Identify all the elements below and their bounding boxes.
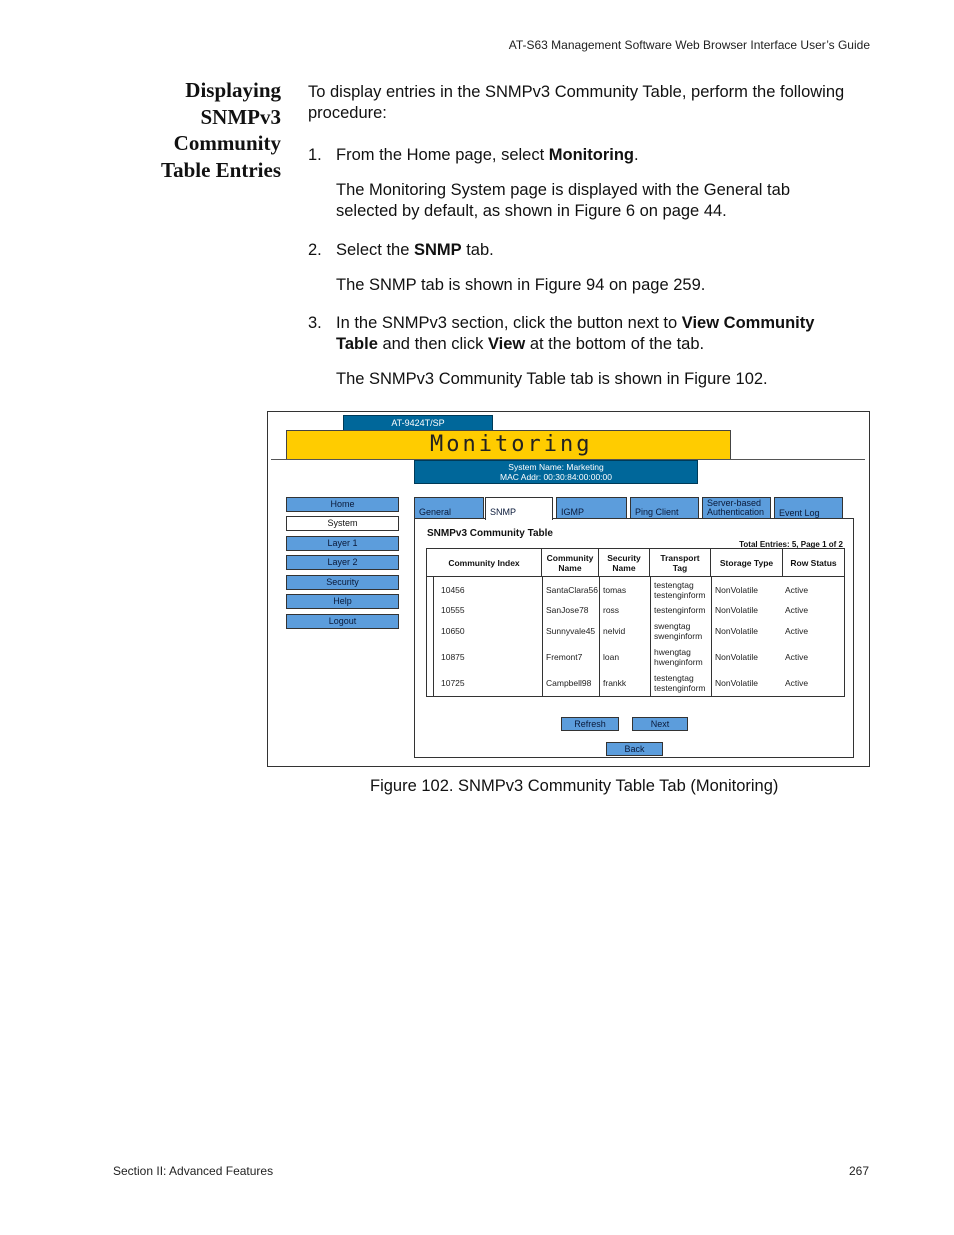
nav-security-button[interactable]: Security [286,575,399,590]
back-button[interactable]: Back [606,742,663,756]
cell-security: loan [603,652,620,662]
page-number: 267 [848,1164,869,1178]
cell-community: Sunnyvale45 [546,626,596,636]
cell-tag: testenginform [654,605,706,615]
cell-index: 10650 [441,626,465,636]
snmpv3-panel [414,518,854,758]
banner-title: Monitoring [430,432,593,457]
nav-layer1-button[interactable]: Layer 1 [286,536,399,551]
monitoring-banner [286,430,731,460]
col-row-status: Row Status [790,557,837,568]
cell-index: 10456 [441,585,465,595]
col-transport-tag: Transport Tag [650,549,711,576]
cell-storage: NonVolatile [715,585,759,595]
community-table [426,548,845,697]
step-3-note: The SNMPv3 Community Table tab is shown in Figure 102. [336,370,768,388]
cell-community: SantaClara56 [546,585,598,595]
running-header: AT-S63 Management Software Web Browser Interface User’s Guide [508,38,870,52]
cell-storage: NonVolatile [715,626,759,636]
cell-security: frankk [603,678,627,688]
cell-tag: testengtag testenginform [654,580,706,600]
nav-system-button[interactable]: System [286,516,399,531]
cell-security: tomas [603,585,627,595]
cell-status: Active [785,585,809,595]
nav-home-button[interactable]: Home [286,497,399,512]
cell-security: ross [603,605,620,615]
step-2-note: The SNMP tab is shown in Figure 94 on page 259. [336,276,706,294]
screenshot-figure [267,411,870,767]
cell-index: 10555 [441,605,465,615]
refresh-button[interactable]: Refresh [561,717,619,731]
col-community-index: Community Index [427,549,542,576]
cell-status: Active [785,605,809,615]
col-divider [542,576,543,697]
tab-event-log[interactable]: Event Log [774,497,843,518]
nav-logout-button[interactable]: Logout [286,614,399,629]
cell-community: SanJose78 [546,605,589,615]
cell-index: 10725 [441,678,465,688]
cell-status: Active [785,626,809,636]
footer-section: Section II: Advanced Features [113,1164,274,1178]
tab-snmp[interactable]: SNMP [485,497,553,520]
cell-security: nelvid [603,626,626,636]
nav-help-button[interactable]: Help [286,594,399,609]
cell-tag: swengtag swenginform [654,621,703,641]
panel-title: SNMPv3 Community Table [427,528,553,539]
tab-server-auth[interactable]: Server-based Authentication [702,497,771,518]
tab-general[interactable]: General [414,497,484,518]
cell-storage: NonVolatile [715,678,759,688]
cell-index: 10875 [441,652,465,662]
col-divider [599,576,600,697]
cell-community: Fremont7 [546,652,583,662]
figure-caption: Figure 102. SNMPv3 Community Table Tab (Monitoring) [370,777,779,795]
col-divider [433,576,434,697]
step-2: 2. Select the SNMP tab. [308,241,494,259]
cell-tag: hwengtag hwenginform [654,647,703,667]
col-security-name: Security Name [599,549,650,576]
cell-community: Campbell98 [546,678,592,688]
tab-ping-client[interactable]: Ping Client [630,497,699,518]
col-community-name: Community Name [542,549,599,576]
system-info: System Name: Marketing MAC Addr: 00:30:84:00:00:00 [414,460,698,484]
next-button[interactable]: Next [632,717,688,731]
step-3: 3. In the SNMPv3 section, click the button next to View Community Table and then click View at the bottom of the tab. [308,314,815,353]
col-storage-type: Storage Type [711,549,783,576]
step-1-note: The Monitoring System page is displayed with the General tab selected by default, as shown in Figure 6 on page 44. [336,181,790,220]
col-divider [711,576,712,697]
nav-layer2-button[interactable]: Layer 2 [286,555,399,570]
cell-status: Active [785,678,809,688]
cell-tag: testengtag testenginform [654,673,706,693]
header-divider [427,576,844,577]
model-label: AT-9424T/SP [343,415,493,432]
intro-paragraph: To display entries in the SNMPv3 Community Table, perform the following procedure: [308,83,845,122]
total-entries: Total Entries: 5, Page 1 of 2 [739,540,843,549]
section-title: Displaying SNMPv3 Community Table Entries [161,78,281,182]
cell-storage: NonVolatile [715,652,759,662]
step-1: 1. From the Home page, select Monitoring. [308,146,639,164]
col-divider [650,576,651,697]
cell-status: Active [785,652,809,662]
cell-storage: NonVolatile [715,605,759,615]
tab-igmp[interactable]: IGMP [556,497,627,518]
